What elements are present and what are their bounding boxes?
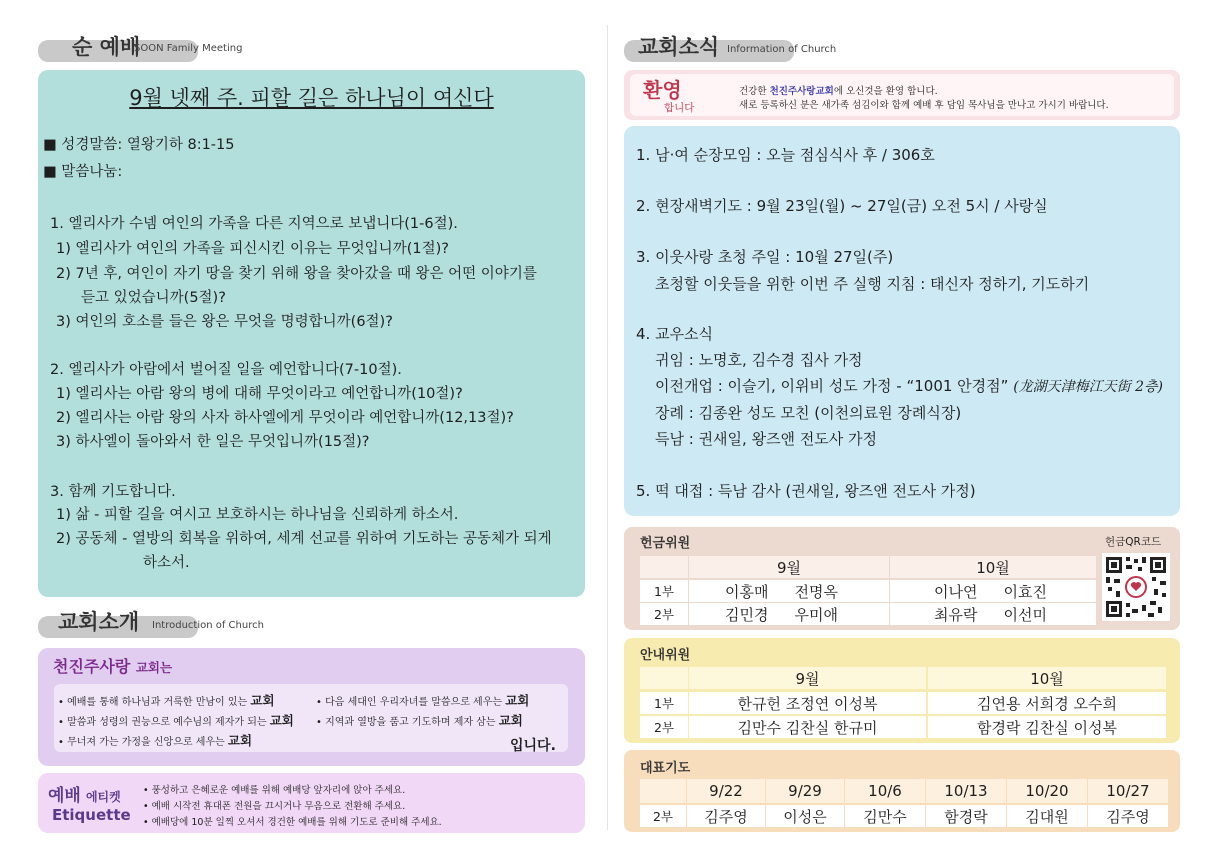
prayer-date: 10/6 bbox=[845, 779, 925, 803]
prayer-corner bbox=[640, 779, 686, 803]
prayer-date: 9/22 bbox=[687, 779, 765, 803]
usher-cell: 김연용 서희경 오수희 bbox=[928, 692, 1166, 714]
sermon-line: 2) 공동체 - 열방의 회복을 위하여, 세계 선교를 위하여 기도하는 공동체가 되게 bbox=[56, 531, 552, 547]
intro-subtitle: Introduction of Church bbox=[152, 620, 264, 631]
news-title: 교회소식 bbox=[638, 35, 720, 59]
intro-item-church: 교회 bbox=[498, 713, 523, 728]
intro-title: 교회소개 bbox=[58, 610, 140, 634]
news-line: 5. 떡 대접 : 득남 감사 (권새일, 왕즈앤 전도사 가정) bbox=[636, 482, 976, 500]
news-line: 2. 현장새벽기도 : 9월 23일(월) ~ 27일(금) 오전 5시 / 사랑실 bbox=[636, 197, 1048, 215]
prayer-name: 김주영 bbox=[1088, 805, 1168, 827]
news-line: 1. 남·여 순장모임 : 오늘 점심식사 후 / 306호 bbox=[636, 146, 935, 164]
offering-row-label: 1부 bbox=[640, 580, 688, 602]
intro-item bbox=[58, 731, 252, 749]
intro-heading bbox=[53, 654, 172, 677]
usher-month: 9월 bbox=[689, 667, 926, 689]
offering-month: 10월 bbox=[890, 556, 1096, 578]
welcome-line1 bbox=[739, 83, 938, 97]
sermon-line: 1) 엘리사가 여인의 가족을 피신시킨 이유는 무엇입니까(1절)? bbox=[56, 241, 449, 257]
usher-cell: 함경락 김찬실 이성복 bbox=[928, 716, 1166, 738]
news-line-text: 이전개업 : 이슬기, 이위비 성도 가정 - “1001 안경점” bbox=[655, 377, 1009, 395]
intro-item-text: • 다음 세대인 우리자녀를 말씀으로 세우는 bbox=[316, 697, 506, 708]
intro-item bbox=[316, 691, 529, 709]
scripture: ■ 성경말씀: 열왕기하 8:1-15 bbox=[43, 137, 235, 153]
intro-item bbox=[58, 711, 294, 729]
sermon-line: 2) 엘리사는 아람 왕의 사자 하사엘에게 무엇이라 예언합니까(12,13절)? bbox=[56, 410, 514, 426]
soon-subtitle: SOON Family Meeting bbox=[134, 43, 243, 54]
offering-name: 우미애 bbox=[794, 605, 838, 624]
welcome-small: 합니다 bbox=[664, 102, 695, 114]
offering-cell bbox=[689, 603, 889, 625]
qr-code-icon[interactable] bbox=[1102, 553, 1170, 621]
soon-title: 순 예배 bbox=[72, 35, 141, 59]
sermon-title: 9월 넷째 주. 피할 길은 하나님이 여신다 bbox=[129, 86, 494, 110]
usher-corner bbox=[640, 667, 688, 689]
etiquette-line: • 풍성하고 은혜로운 예배를 위해 예배당 앞자리에 앉아 주세요. bbox=[143, 785, 406, 796]
sharing-label: ■ 말씀나눔: bbox=[43, 164, 123, 180]
usher-cell: 김만수 김찬실 한규미 bbox=[689, 716, 926, 738]
prayer-name: 이성은 bbox=[766, 805, 844, 827]
usher-row-label: 1부 bbox=[640, 692, 688, 714]
news-line: 4. 교우소식 bbox=[636, 325, 714, 343]
offering-name: 전명옥 bbox=[794, 582, 838, 601]
welcome-line2: 새로 등록하신 분은 새가족 섬김이와 함께 예배 후 담임 목사님을 만나고 가시기 바랍니다. bbox=[739, 100, 1109, 111]
prayer-row-label: 2부 bbox=[640, 805, 686, 827]
offering-name: 이효진 bbox=[1003, 582, 1047, 601]
intro-item-text: • 지역과 열방을 품고 기도하며 제자 삼는 bbox=[316, 717, 499, 728]
intro-item-church: 교회 bbox=[505, 693, 530, 708]
sermon-line: 1) 삶 - 피할 길을 여시고 보호하시는 하나님을 신뢰하게 하소서. bbox=[56, 507, 459, 523]
sermon-line: 하소서. bbox=[143, 555, 190, 571]
intro-item-church: 교회 bbox=[227, 733, 253, 748]
sermon-line: 듣고 있었습니까(5절)? bbox=[81, 290, 226, 306]
offering-name: 이홍매 bbox=[725, 582, 769, 601]
usher-title: 안내위원 bbox=[640, 648, 691, 663]
news-line: 득남 : 권새일, 왕즈앤 전도사 가정 bbox=[655, 430, 878, 448]
offering-name: 이나연 bbox=[934, 582, 978, 601]
welcome-line1-pre: 건강한 bbox=[739, 86, 770, 97]
prayer-name: 김주영 bbox=[687, 805, 765, 827]
prayer-date: 9/29 bbox=[766, 779, 844, 803]
prayer-name: 김만수 bbox=[845, 805, 925, 827]
intro-item bbox=[316, 711, 523, 729]
offering-cell bbox=[890, 603, 1096, 625]
news-line: 3. 이웃사랑 초청 주일 : 10월 27일(주) bbox=[636, 248, 894, 266]
welcome-line1-post: 에 오신것을 환영 합니다. bbox=[833, 86, 938, 97]
intro-item-church: 교회 bbox=[250, 693, 275, 708]
prayer-date: 10/27 bbox=[1088, 779, 1168, 803]
offering-month: 9월 bbox=[689, 556, 889, 578]
sermon-line: 3) 여인의 호소를 들은 왕은 무엇을 명령합니까(6절)? bbox=[56, 314, 393, 330]
sermon-line: 3) 하사엘이 돌아와서 한 일은 무엇입니까(15절)? bbox=[56, 434, 370, 450]
sermon-line: 2) 7년 후, 여인이 자기 땅을 찾기 위해 왕을 찾아갔을 때 왕은 어떤 이야기를 bbox=[56, 266, 537, 282]
sermon-line: 1. 엘리사가 수넴 여인의 가족을 다른 지역으로 보냅니다(1-6절). bbox=[50, 216, 458, 232]
prayer-name: 김대원 bbox=[1007, 805, 1087, 827]
offering-cell bbox=[689, 580, 889, 602]
intro-closing: 입니다. bbox=[510, 738, 556, 754]
usher-month: 10월 bbox=[928, 667, 1166, 689]
welcome-big: 환영 bbox=[643, 78, 682, 102]
offering-cell bbox=[890, 580, 1096, 602]
etiquette-label-ko: 예배 bbox=[48, 786, 81, 806]
intro-heading-suffix: 교회는 bbox=[135, 660, 173, 675]
offering-row-label: 2부 bbox=[640, 603, 688, 625]
offering-name: 김민경 bbox=[725, 605, 769, 624]
welcome-church-name: 천진주사랑교회 bbox=[769, 86, 834, 97]
sermon-line: 2. 엘리사가 아람에서 벌어질 일을 예언합니다(7-10절). bbox=[50, 362, 402, 378]
intro-item-text: • 무너져 가는 가정을 신앙으로 세우는 bbox=[58, 737, 228, 748]
etiquette-label-en: Etiquette bbox=[52, 806, 131, 824]
news-line: 초청할 이웃들을 위한 이번 주 실행 지침 : 태신자 정하기, 기도하기 bbox=[655, 275, 1090, 293]
etiquette-label bbox=[48, 781, 121, 806]
news-line-address: (龙湖天津梅江天街 2층) bbox=[1013, 379, 1164, 395]
usher-cell: 한규헌 조정연 이성복 bbox=[689, 692, 926, 714]
news-line bbox=[655, 375, 1163, 396]
etiquette-line: • 예배당에 10분 일찍 오셔서 경건한 예배를 위해 기도로 준비해 주세요. bbox=[143, 817, 442, 828]
sermon-line: 3. 함께 기도합니다. bbox=[50, 484, 176, 500]
church-name: 천진주사랑 bbox=[53, 657, 131, 676]
news-line: 장례 : 김종완 성도 모친 (이천의료원 장례식장) bbox=[655, 404, 962, 422]
prayer-date: 10/13 bbox=[926, 779, 1006, 803]
etiquette-label-suffix: 에티켓 bbox=[85, 790, 121, 804]
news-box bbox=[624, 126, 1180, 516]
intro-item-church: 교회 bbox=[269, 713, 294, 728]
prayer-name: 함경락 bbox=[926, 805, 1006, 827]
prayer-title: 대표기도 bbox=[640, 761, 691, 776]
offering-name: 이선미 bbox=[1003, 605, 1047, 624]
news-line: 귀임 : 노명호, 김수경 집사 가정 bbox=[655, 351, 863, 369]
etiquette-line: • 예배 시작전 휴대폰 전원을 끄시거나 무음으로 전환해 주세요. bbox=[143, 801, 406, 812]
usher-row-label: 2부 bbox=[640, 716, 688, 738]
offering-corner bbox=[640, 556, 688, 578]
prayer-date: 10/20 bbox=[1007, 779, 1087, 803]
news-subtitle: Information of Church bbox=[727, 44, 837, 55]
sermon-line: 1) 엘리사는 아람 왕의 병에 대해 무엇이라고 예언합니까(10절)? bbox=[56, 386, 463, 402]
intro-item-text: • 말씀과 성령의 권능으로 예수님의 제자가 되는 bbox=[58, 717, 270, 728]
intro-item bbox=[58, 691, 275, 709]
offering-title: 헌금위원 bbox=[640, 536, 691, 551]
qr-label: 헌금QR코드 bbox=[1105, 536, 1162, 548]
intro-item-text: • 예배를 통해 하나님과 거룩한 만남이 있는 bbox=[58, 697, 251, 708]
offering-name: 최유락 bbox=[934, 605, 978, 624]
column-divider bbox=[607, 25, 608, 830]
